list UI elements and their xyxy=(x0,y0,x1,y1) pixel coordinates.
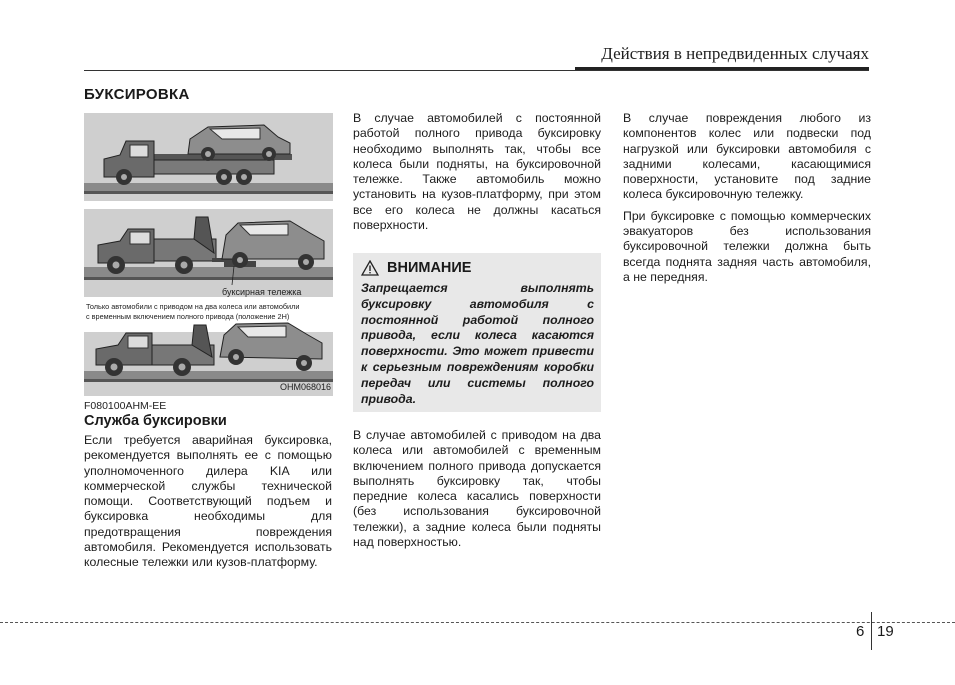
damage-column xyxy=(623,111,871,291)
page-header-title: Действия в непредвиденных случаях xyxy=(601,44,869,63)
figure-note-line-2: с временным включением полного привода (положение 2H) xyxy=(86,312,290,321)
warning-heading xyxy=(361,260,471,276)
wheel-lift-illustration xyxy=(84,323,333,382)
figure-ref-code: F080100AHM-EE xyxy=(84,400,167,412)
two-wheel-drive-column xyxy=(353,428,601,556)
section-number: 6 xyxy=(856,623,865,640)
towing-illustration xyxy=(84,113,333,396)
service-subheading: Служба буксировки xyxy=(84,413,227,429)
awd-paragraph: В случае автомобилей с постоянной работой полного привода буксировку необходимо выполнять так, чтобы все колеса были подняты, на буксировочной тележке. Также автомобиль можно установить на кузов-платформу, при этом все его колеса не должны касаться поверхности. xyxy=(353,111,601,233)
page-number-divider xyxy=(871,612,872,650)
section-title: БУКСИРОВКА xyxy=(84,86,190,103)
damage-paragraph-1: В случае повреждения любого из компонентов колес или подвески под нагрузкой или буксировки автомобиля с задними колесами, касающимися поверхности, установите под задние колеса буксировочную тележку. xyxy=(623,111,871,202)
figure-image-code: OHM068016 xyxy=(279,382,331,392)
warning-box xyxy=(353,253,601,412)
service-column xyxy=(84,433,332,577)
warning-title: ВНИМАНИЕ xyxy=(387,260,472,276)
footer-rule xyxy=(0,622,955,623)
service-paragraph: Если требуется аварийная буксировка, рекомендуется выполнять ее с помощью уполномоченного дилера KIA или коммерческой службы технической помощи. Соответствующий подъем и буксировка необходимы для предотвращения повреждения автомобиля. Рекомендуется использовать колесные тележки или кузов-платформу. xyxy=(84,433,332,570)
damage-paragraph-2: При буксировке с помощью коммерческих эвакуаторов без использования буксировочной тележки должна быть всегда поднята задняя часть автомобиля, а не передняя. xyxy=(623,208,871,284)
warning-triangle-icon xyxy=(361,260,379,276)
figure-note-line-1: Только автомобили с приводом на два колеса или автомобили xyxy=(86,302,300,311)
dolly-label: буксирная тележка xyxy=(222,287,302,297)
page-number: 19 xyxy=(877,623,894,640)
awd-column xyxy=(353,111,601,239)
header-rule xyxy=(84,70,869,71)
warning-text: Запрещается выполнять буксировку автомобиля с постоянной работой полного привода, если колеса касаются поверхности. Это может привести к серьезным повреждениям коробки передач или системы полного привода. xyxy=(361,281,594,406)
two-wheel-drive-paragraph: В случае автомобилей с приводом на два колеса или автомобилей с временным включением полного привода допускается выполнять буксировку так, чтобы передние колеса касались поверхности (без использования буксировочной тележки), а задние колеса были подняты над поверхностью. xyxy=(353,428,601,550)
